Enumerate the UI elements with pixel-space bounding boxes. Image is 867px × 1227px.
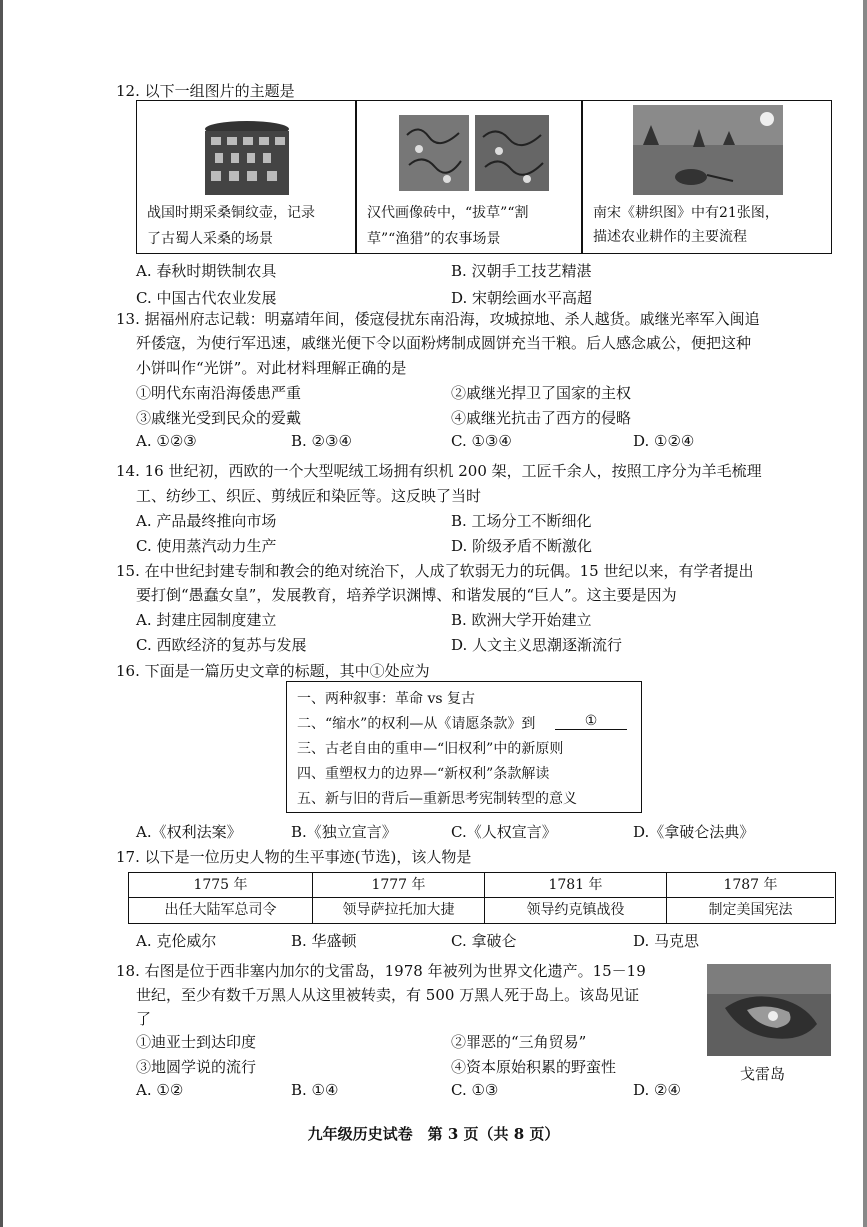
q12-option-d[interactable]: D. 宋朝绘画水平高超 <box>451 289 593 307</box>
q18-statement-3: ③地圆学说的流行 <box>136 1058 257 1076</box>
q16-stem: 16. 下面是一篇历史文章的标题，其中①处应为 <box>116 662 430 680</box>
q16-option-c[interactable]: C.《人权宣言》 <box>451 823 557 841</box>
q14-option-d[interactable]: D. 阶级矛盾不断激化 <box>451 537 593 555</box>
q18-stem-line-2: 世纪，至少有数千万黑人从这里被转卖，有 500 万黑人死于岛上。该岛见证 <box>136 986 640 1004</box>
q17-event-1: 出任大陆军总司令 <box>129 898 313 923</box>
scan-edge-right <box>863 0 867 1227</box>
q12-caption-2b: 草”“渔猎”的农事场景 <box>367 231 501 247</box>
page-footer: 九年级历史试卷 第 3 页（共 8 页） <box>307 1125 560 1143</box>
q12-caption-2a: 汉代画像砖中，“拔草”“割 <box>367 205 529 221</box>
q12-picture-table <box>136 100 832 254</box>
q14-option-b[interactable]: B. 工场分工不断细化 <box>451 512 592 530</box>
q14-stem-line-2: 工、纺纱工、织匠、剪绒匠和染匠等。这反映了当时 <box>136 487 482 505</box>
q12-picture-cell-3 <box>582 100 832 254</box>
q18-statement-4: ④资本原始积累的野蛮性 <box>451 1058 617 1076</box>
q15-stem-line-2: 要打倒“愚蠢女皇”，发展教育，培养学识渊博、和谐发展的“巨人”。这主要是因为 <box>136 586 677 604</box>
q17-year-3: 1781 年 <box>485 873 667 898</box>
q15-stem-line-1: 15. 在中世纪封建专制和教会的绝对统治下，人成了软弱无力的玩偶。15 世纪以来，有学者提出 <box>116 562 754 580</box>
q12-option-a[interactable]: A. 春秋时期铁制农具 <box>136 262 277 280</box>
q12-caption-1a: 战国时期采桑铜纹壶，记录 <box>147 205 315 221</box>
q17-year-4: 1787 年 <box>667 873 834 898</box>
q13-option-c[interactable]: C. ①③④ <box>451 432 512 450</box>
q17-event-4: 制定美国宪法 <box>708 902 793 918</box>
q12-caption-1b: 了古蜀人采桑的场景 <box>147 231 273 247</box>
q14-option-c[interactable]: C. 使用蒸汽动力生产 <box>136 537 277 555</box>
q16-title-box <box>286 681 642 813</box>
q18-stem-line-3: 了 <box>136 1010 152 1028</box>
q13-option-d[interactable]: D. ①②④ <box>633 432 695 450</box>
q17-year-2: 1777 年 <box>313 873 485 898</box>
q12-picture-cell-1 <box>136 100 356 254</box>
q16-title-line-1: 一、两种叙事：革命 vs 复古 <box>297 691 475 707</box>
q17-option-d[interactable]: D. 马克思 <box>633 932 700 950</box>
q13-statement-2: ②戚继光捍卫了国家的主权 <box>451 384 632 402</box>
goree-island-caption: 戈雷岛 <box>740 1065 786 1083</box>
q12-option-b[interactable]: B. 汉朝手工技艺精湛 <box>451 262 592 280</box>
q18-option-d[interactable]: D. ②④ <box>633 1081 681 1099</box>
q18-stem-line-1: 18. 右图是位于西非塞内加尔的戈雷岛，1978 年被列为世界文化遗产。15－19 <box>116 962 646 980</box>
q14-option-a[interactable]: A. 产品最终推向市场 <box>136 512 277 530</box>
q16-title-line-2: 二、“缩水”的权利—从《请愿条款》到 <box>297 716 536 732</box>
q17-stem: 17. 以下是一位历史人物的生平事迹(节选)，该人物是 <box>116 848 472 866</box>
q13-stem-line-2: 歼倭寇，为使行军迅速，戚继光便下令以面粉烤制成圆饼充当干粮。后人感念戚公，便把这种 <box>136 334 752 352</box>
q12-picture-cell-2 <box>356 100 582 254</box>
q15-option-d[interactable]: D. 人文主义思潮逐渐流行 <box>451 636 623 654</box>
q14-stem-line-1: 14. 16 世纪初，西欧的一个大型呢绒工场拥有织机 200 架，工匠千余人，按照工序分为羊毛梳理 <box>116 462 762 480</box>
q18-option-c[interactable]: C. ①③ <box>451 1081 499 1099</box>
q12-option-c[interactable]: C. 中国古代农业发展 <box>136 289 277 307</box>
q16-option-a[interactable]: A.《权利法案》 <box>136 823 242 841</box>
q16-option-d[interactable]: D.《拿破仑法典》 <box>633 823 755 841</box>
q12-caption-3b: 描述农业耕作的主要流程 <box>593 229 747 245</box>
q17-life-table <box>128 872 836 924</box>
q13-statement-1: ①明代东南沿海倭患严重 <box>136 384 302 402</box>
q13-stem-line-3: 小饼叫作“光饼”。对此材料理解正确的是 <box>136 359 407 377</box>
q17-event-3: 领导约克镇战役 <box>485 898 667 923</box>
q18-option-a[interactable]: A. ①② <box>136 1081 184 1099</box>
goree-island-photo <box>707 964 831 1056</box>
song-painting-picture <box>633 105 783 195</box>
q15-option-c[interactable]: C. 西欧经济的复苏与发展 <box>136 636 307 654</box>
q15-option-b[interactable]: B. 欧洲大学开始建立 <box>451 611 592 629</box>
q16-title-line-4: 四、重塑权力的边界—“新权利”条款解读 <box>297 766 550 782</box>
q16-option-b[interactable]: B.《独立宣言》 <box>291 823 397 841</box>
q15-option-a[interactable]: A. 封建庄园制度建立 <box>136 611 277 629</box>
q17-year-1: 1775 年 <box>129 873 313 898</box>
q13-stem-line-1: 13. 据福州府志记载：明嘉靖年间，倭寇侵扰东南沿海，攻城掠地、杀人越货。戚继光率军入闽追 <box>116 310 760 328</box>
q16-title-line-3: 三、古老自由的重申—“旧权利”中的新原则 <box>297 741 564 757</box>
q16-title-line-5: 五、新与旧的背后—重新思考宪制转型的意义 <box>297 791 577 807</box>
q13-statement-4: ④戚继光抗击了西方的侵略 <box>451 409 632 427</box>
q16-blank: ① <box>555 713 627 730</box>
q13-option-a[interactable]: A. ①②③ <box>136 432 197 450</box>
bronze-vessel-picture <box>177 119 317 199</box>
q17-option-c[interactable]: C. 拿破仑 <box>451 932 517 950</box>
q17-option-a[interactable]: A. 克伦威尔 <box>136 932 217 950</box>
q17-event-2: 领导萨拉托加大捷 <box>313 898 485 923</box>
q13-option-b[interactable]: B. ②③④ <box>291 432 352 450</box>
q18-option-b[interactable]: B. ①④ <box>291 1081 339 1099</box>
q13-statement-3: ③戚继光受到民众的爱戴 <box>136 409 302 427</box>
q12-caption-3a: 南宋《耕织图》中有21张图， <box>593 205 779 221</box>
q17-option-b[interactable]: B. 华盛顿 <box>291 932 357 950</box>
q18-statement-2: ②罪恶的“三角贸易” <box>451 1033 587 1051</box>
q18-statement-1: ①迪亚士到达印度 <box>136 1033 257 1051</box>
han-brick-relief-picture <box>399 115 549 191</box>
q12-stem: 12. 以下一组图片的主题是 <box>116 82 295 100</box>
scan-edge-left <box>0 0 3 1227</box>
